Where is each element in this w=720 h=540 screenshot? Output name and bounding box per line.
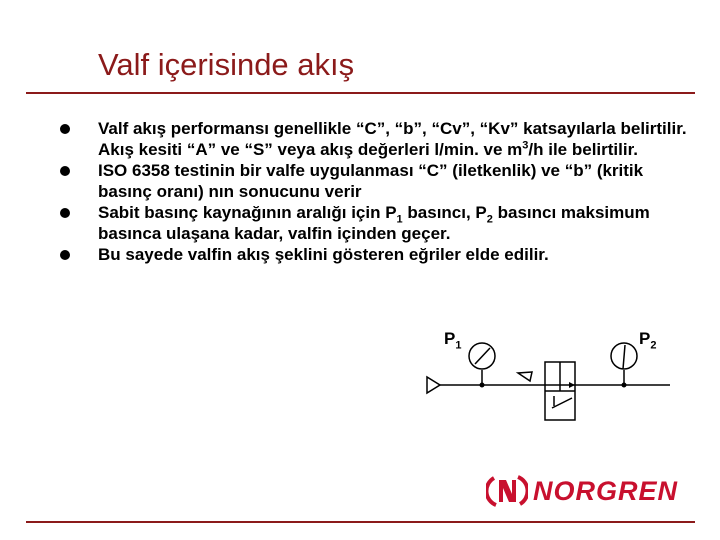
flow-arrow-icon [518, 372, 532, 381]
p1-label: $P_1$ [444, 329, 462, 352]
bullet-list [60, 118, 700, 265]
pressure-source-icon [427, 377, 440, 393]
footer-divider [26, 521, 695, 523]
bullet-item: Bu sayede valfin akış şeklini gösteren eğriler elde edilir. [60, 244, 700, 265]
bullet-item: Sabit basınç kaynağının aralığı için $P_1$ basıncı, $P_2$ basıncı maksimum basınca ulaşana kadar, valfin içinden geçer. [60, 202, 700, 244]
norgren-logo-icon [486, 472, 528, 510]
bullet-dot-icon [60, 208, 70, 218]
bullet-item: ISO 6358 testinin bir valfe uygulanması “C” (iletkenlik) ve “b” (kritik basınç oranı) nın sonucunu verir [60, 160, 700, 202]
bullet-item: Valf akış performansı genellikle “C”, “b”, “Cv”, “Kv” katsayılarla belirtilir. Akış kesiti “A” ve “S” veya akış değerleri l/min. ve $m^3/h$ ile belirtilir. [60, 118, 700, 160]
title-divider [26, 92, 695, 94]
bullet-dot-icon [60, 166, 70, 176]
bullet-dot-icon [60, 124, 70, 134]
brand-logo-text: NORGREN [533, 476, 679, 506]
page-title: Valf içerisinde akış [98, 47, 355, 82]
p2-label: $P_2$ [639, 329, 657, 352]
bullet-dot-icon [60, 250, 70, 260]
pneumatic-circuit-diagram [420, 340, 670, 430]
